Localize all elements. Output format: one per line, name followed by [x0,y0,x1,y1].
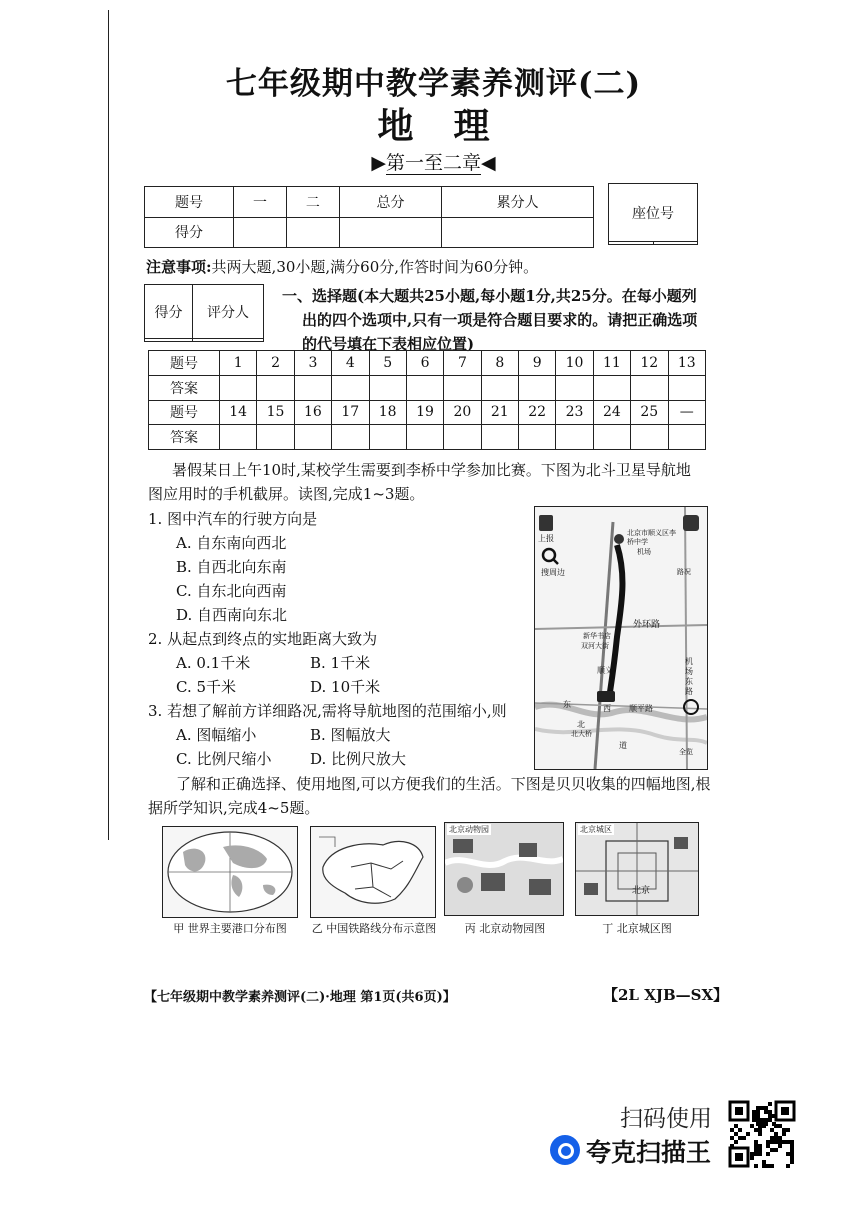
question-number: 17 [332,400,369,425]
grader-cell[interactable] [192,339,263,342]
beijing-zoo-map [444,822,564,916]
q1-stem: 1. 图中汽车的行驶方向是 [148,510,318,528]
seat-cell[interactable] [609,242,654,245]
q2-option-c[interactable]: C. 5千米 [176,678,237,696]
question-number: 15 [257,400,294,425]
map-label: 双河大街 [581,642,609,650]
question-number: 13 [668,351,706,376]
q1-option-b[interactable]: B. 自西北向东南 [176,558,287,576]
zoo-map-graphic [445,823,563,915]
q3-option-b[interactable]: B. 图幅放大 [310,726,391,744]
answer-table [148,350,706,450]
passage2-line1: 了解和正确选择、使用地图,可以方便我们的生活。下图是贝贝收集的四幅地图,根 [176,775,711,793]
passage2-line2: 据所学知识,完成4~5题。 [148,799,320,817]
section1-line2: 出的四个选项中,只有一项是符合题目要求的。请把正确选项 [302,311,698,329]
map-label[interactable]: 上报 [538,534,554,543]
score-cell[interactable] [339,217,441,248]
scan-text: 扫码使用 [620,1106,712,1132]
map-caption-a: 甲 世界主要港口分布图 [173,922,287,935]
answer-cell[interactable] [444,375,481,400]
question-number: 22 [519,400,556,425]
page-footer: 【七年级期中教学素养测评(二)·地理 第1页(共6页)】 [144,990,456,1005]
answer-cell[interactable] [332,425,369,450]
map-label: 机场 [637,548,651,556]
answer-cell[interactable] [257,425,294,450]
quark-logo-icon [550,1135,580,1165]
city-map-graphic [576,823,698,915]
notice: 注意事项:共两大题,30小题,满分60分,作答时间为60分钟。 [146,258,539,276]
passage1-line1: 暑假某日上午10时,某校学生需要到李桥中学参加比赛。下图为北斗卫星导航地 [172,461,691,479]
question-number: 9 [519,351,556,376]
city-map-center-label: 北京 [632,886,651,896]
question-number: 11 [593,351,630,376]
map-label: 北 [577,720,585,729]
grader-table [144,284,264,342]
zoo-map-label: 北京动物园 [449,825,489,834]
map-label: 新华书店 [583,632,611,640]
q3-option-a[interactable]: A. 图幅缩小 [176,726,257,744]
answer-table-row-label: 答案 [149,375,220,400]
map-label: 东 [563,700,571,709]
map-label: 西 [603,704,611,713]
question-number: 20 [444,400,481,425]
map-label: 外环路 [633,620,661,630]
chapter-range: ▶第一至二章◀ [371,152,496,174]
map-label: 机场东路 [685,657,693,696]
china-map-graphic [311,827,435,917]
question-number: 7 [444,351,481,376]
map-label: 道 [619,741,627,750]
section1-line3: 的代号填在下表相应位置) [302,335,475,353]
q3-option-c[interactable]: C. 比例尺缩小 [176,750,272,768]
map-label[interactable]: 路况 [677,568,691,576]
answer-cell[interactable] [556,375,593,400]
answer-cell[interactable] [593,425,630,450]
answer-table-row-label: 题号 [149,351,220,376]
question-number: 19 [406,400,443,425]
grader-cell[interactable] [145,339,193,342]
answer-cell[interactable] [668,425,706,450]
city-map-label: 北京城区 [580,825,612,834]
navigation-map [534,506,708,770]
map-label: 顺平路 [629,704,653,713]
answer-cell[interactable] [444,425,481,450]
question-number: — [668,400,706,425]
question-number: 25 [631,400,668,425]
q3-option-d[interactable]: D. 比例尺放大 [310,750,407,768]
question-number: 10 [556,351,593,376]
question-number: 12 [631,351,668,376]
question-number: 2 [257,351,294,376]
question-number: 6 [406,351,443,376]
answer-cell[interactable] [220,375,257,400]
q1-option-a[interactable]: A. 自东南向西北 [176,534,287,552]
world-map-graphic [163,827,297,917]
q2-option-d[interactable]: D. 10千米 [310,678,381,696]
seat-table [608,183,698,245]
map-label: 北大桥 [571,730,592,738]
q1-option-c[interactable]: C. 自东北向西南 [176,582,287,600]
qr-code-graphic [728,1100,796,1168]
world-ports-map [162,826,298,918]
answer-cell[interactable] [406,425,443,450]
subject-title: 地理 [377,105,530,147]
score-col: 二 [286,187,339,218]
question-number: 5 [369,351,406,376]
map-label: 北京市顺义区李桥中学 [627,529,676,546]
answer-cell[interactable] [294,425,331,450]
section1-heading: 一、选择题(本大题共25小题,每小题1分,共25分。在每小题列 [282,287,697,305]
seat-cell[interactable] [653,242,698,245]
seat-label: 座位号 [609,184,698,242]
answer-cell[interactable] [593,375,630,400]
passage1-line2: 图应用时的手机截屏。读图,完成1~3题。 [148,485,425,503]
score-col: 总分 [339,187,441,218]
qr-code-icon[interactable] [728,1100,796,1168]
map-caption-c: 丙 北京动物园图 [464,922,546,935]
question-number: 14 [220,400,257,425]
score-cell[interactable] [442,217,594,248]
exam-code: 【2L XJB—SX】 [603,986,729,1004]
question-number: 18 [369,400,406,425]
answer-cell[interactable] [481,425,518,450]
answer-cell[interactable] [294,375,331,400]
answer-cell[interactable] [519,375,556,400]
navigation-map-graphic [535,507,707,769]
answer-cell[interactable] [631,375,668,400]
answer-cell[interactable] [406,375,443,400]
map-label[interactable]: 全览 [679,748,693,756]
answer-cell[interactable] [369,375,406,400]
answer-cell[interactable] [332,375,369,400]
grader-col: 评分人 [192,285,263,339]
score-row-label: 题号 [145,187,234,218]
answer-cell[interactable] [369,425,406,450]
q2-option-b[interactable]: B. 1千米 [310,654,371,672]
grader-col: 得分 [145,285,193,339]
answer-cell[interactable] [519,425,556,450]
q2-option-a[interactable]: A. 0.1千米 [176,654,251,672]
score-cell[interactable] [286,217,339,248]
map-caption-d: 丁 北京城区图 [602,922,672,935]
answer-cell[interactable] [257,375,294,400]
question-number: 4 [332,351,369,376]
question-number: 21 [481,400,518,425]
q3-stem: 3. 若想了解前方详细路况,需将导航地图的范围缩小,则 [148,702,507,720]
q2-stem: 2. 从起点到终点的实地距离大致为 [148,630,378,648]
question-number: 8 [481,351,518,376]
app-name: 夸克扫描王 [586,1138,712,1167]
answer-cell[interactable] [481,375,518,400]
q1-option-d[interactable]: D. 自西南向东北 [176,606,288,624]
score-table [144,186,594,248]
score-col: 一 [234,187,287,218]
exam-title: 七年级期中教学素养测评(二) [225,66,642,102]
score-cell[interactable] [234,217,287,248]
answer-table-row-label: 答案 [149,425,220,450]
question-number: 23 [556,400,593,425]
question-number: 3 [294,351,331,376]
beijing-city-map [575,822,699,916]
question-number: 24 [593,400,630,425]
answer-cell[interactable] [668,375,706,400]
map-label: 顺义 [597,666,613,675]
score-col: 累分人 [442,187,594,218]
map-caption-b: 乙 中国铁路线分布示意图 [311,922,437,935]
question-number: 16 [294,400,331,425]
answer-cell[interactable] [220,425,257,450]
question-number: 1 [220,351,257,376]
answer-cell[interactable] [631,425,668,450]
china-railway-map [310,826,436,918]
map-label[interactable]: 搜周边 [541,568,565,577]
answer-table-row-label: 题号 [149,400,220,425]
score-row-label: 得分 [145,217,234,248]
answer-cell[interactable] [556,425,593,450]
